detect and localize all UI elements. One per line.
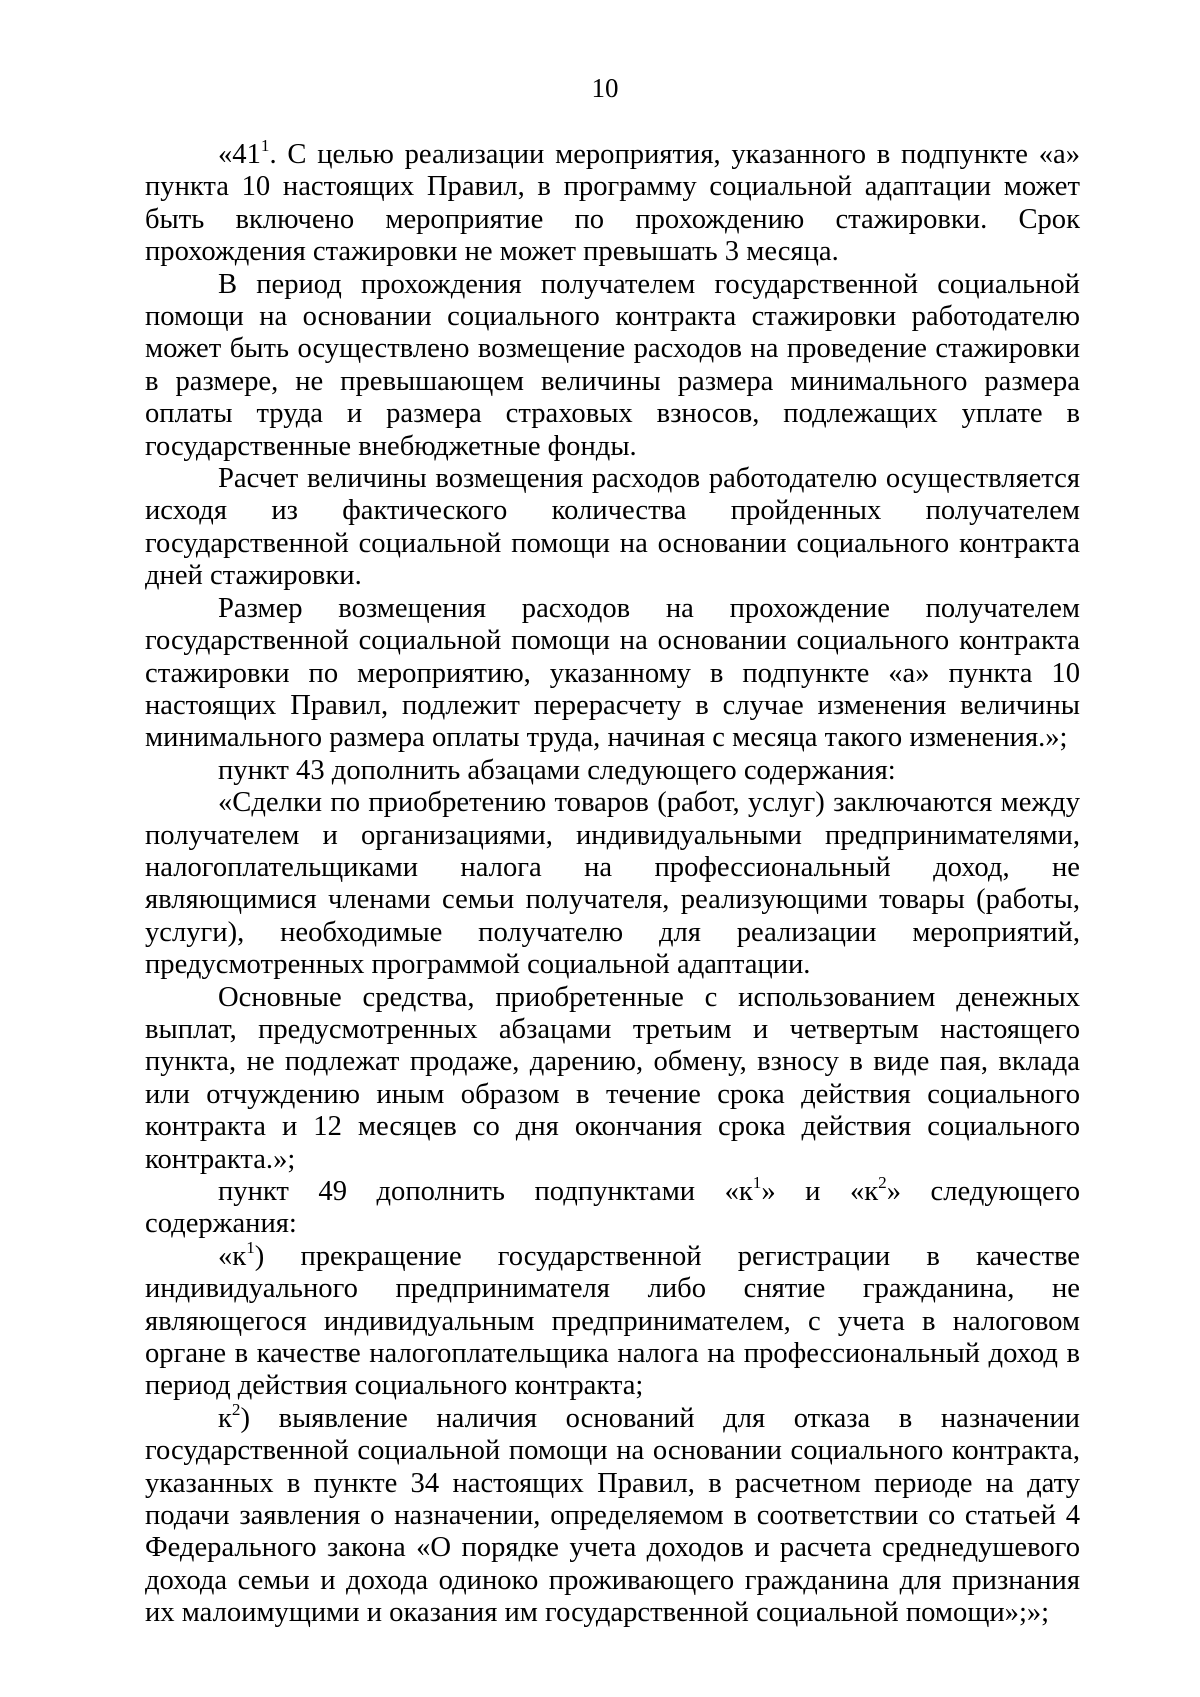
paragraph <box>145 593 1080 755</box>
paragraph-text: пункт 43 дополнить абзацами следующего содержания: <box>218 754 896 786</box>
superscript-index: 1 <box>246 1237 255 1257</box>
superscript-index: 2 <box>878 1173 887 1192</box>
superscript-index: 2 <box>231 1399 241 1419</box>
paragraph <box>145 463 1080 593</box>
superscript-index: 1 <box>260 136 270 155</box>
paragraph-text: ) прекращение государственной регистрации в качестве индивидуального предпринимателя либо снятие гражданина, не являющегося индивидуальным предпринимателем, с учета в налоговом органе в качестве налогоплательщика налога на профессиональный доход в период действия социального контракта; <box>145 1240 1080 1402</box>
paragraph-text: к <box>218 1402 232 1434</box>
paragraph-text: » и «к <box>761 1176 879 1207</box>
paragraph-text: Основные средства, приобретенные с использованием денежных выплат, предусмотренных абзацами третьим и четвертым настоящего пункта, не подлежат продаже, дарению, обмену, взносу в виде пая, вклада или отчуждению иным образом в течение срока действия социального контракта и 12 месяцев со дня окончания срока действия социального контракта.»; <box>145 981 1080 1175</box>
paragraph-text: Размер возмещения расходов на прохождение получателем государственной социальной помощи на основании социального контракта стажировки по мероприятию, указанному в подпункте «а» пункта 10 настоящих Правил, подлежит перерасчету в случае изменения величины минимального размера оплаты труда, начиная с месяца такого изменения.»; <box>145 592 1080 754</box>
superscript-index: 1 <box>752 1173 762 1192</box>
paragraph-text: ) выявление наличия оснований для отказа в назначении государственной социальной помощи на основании социального контракта, указанных в пункте 34 настоящих Правил, в расчетном периоде на дату подачи заявления о назначении, определяемом в соответствии со статьей 4 Федерального закона «О порядке учета доходов и расчета среднедушевого дохода семьи и дохода одиноко проживающего гражданина для признания их малоимущими и оказания им государственной социальной помощи»;»; <box>145 1402 1080 1629</box>
document-body <box>145 136 1081 1630</box>
paragraph-text: «41 <box>218 139 261 170</box>
page-number: 10 <box>591 73 619 103</box>
paragraph <box>145 755 1080 787</box>
paragraph-text: «к <box>218 1240 247 1272</box>
paragraph-text: пункт 49 дополнить подпунктами «к <box>218 1176 753 1207</box>
paragraph <box>145 1173 1081 1241</box>
paragraph-text: В период прохождения получателем государственной социальной помощи на основании социального контракта стажировки работодателю может быть осуществлено возмещение расходов на проведение стажировки в размере, не превышающем величины размера минимального размера оплаты труда и размера страховых взносов, подлежащих уплате в государственные внебюджетные фонды. <box>145 268 1080 462</box>
paragraph <box>145 787 1080 981</box>
paragraph <box>145 982 1080 1176</box>
paragraph <box>145 1399 1080 1630</box>
paragraph <box>145 269 1080 463</box>
paragraph-text: Расчет величины возмещения расходов работодателю осуществляется исходя из фактического количества пройденных получателем государственной социальной помощи на основании социального контракта дней стажировки. <box>145 463 1080 592</box>
paragraph-text: » следующего содержания: <box>145 1176 1081 1240</box>
paragraph <box>145 136 1080 269</box>
paragraph-text: . С целью реализации мероприятия, указанного в подпункте «а» пункта 10 настоящих Правил, в программу социальной адаптации может быть включено мероприятие по прохождению стажировки. Срок прохождения стажировки не может превышать 3 месяца. <box>145 139 1080 268</box>
paragraph <box>145 1237 1080 1403</box>
paragraph-text: «Сделки по приобретению товаров (работ, услуг) заключаются между получателем и организациями, индивидуальными предпринимателями, налогоплательщиками налога на профессиональный доход, не являющимися членами семьи получателя, реализующими товары (работы, услуги), необходимые получателю для реализации мероприятий, предусмотренных программой социальной адаптации. <box>145 787 1080 981</box>
